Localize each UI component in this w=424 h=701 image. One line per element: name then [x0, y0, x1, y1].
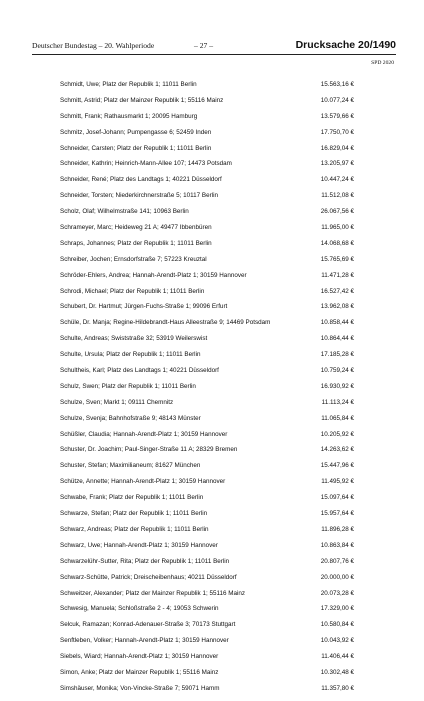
amount: 16.829,04 €: [320, 144, 354, 152]
list-item: [0, 224, 424, 240]
list-item: [0, 637, 424, 653]
amount: 10.447,24 €: [320, 176, 354, 184]
list-item: [0, 431, 424, 447]
recipient-name-address: Schwesig, Manuela; Schloßstraße 2 - 4; 19053 Schwerin: [60, 605, 219, 613]
recipient-name-address: Schuster, Stefan; Maximilianeum; 81627 München: [60, 462, 201, 470]
list-item: [0, 669, 424, 685]
page-number: – 27 –: [194, 41, 213, 50]
recipient-name-address: Schröder-Ehlers, Andrea; Hannah-Arendt-Platz 1; 30159 Hannover: [60, 271, 247, 279]
recipient-name-address: Selcuk, Ramazan; Konrad-Adenauer-Straße 3; 70173 Stuttgart: [60, 621, 236, 629]
amount: 17.329,00 €: [320, 605, 354, 613]
recipient-name-address: Schwarzelühr-Sutter, Rita; Platz der Republik 1; 11011 Berlin: [60, 557, 230, 565]
recipient-name-address: Schmidt, Uwe; Platz der Republik 1; 11011 Berlin: [60, 81, 197, 88]
list-item: [0, 510, 424, 526]
recipient-name-address: Schmitt, Astrid; Platz der Mainzer Republik 1; 55116 Mainz: [60, 96, 224, 104]
amount: 11.495,92 €: [321, 478, 354, 486]
recipient-name-address: Schulz, Swen; Platz der Republik 1; 11011 Berlin: [60, 382, 196, 390]
list-item: [0, 574, 424, 590]
list-item: [0, 319, 424, 335]
list-item: [0, 176, 424, 192]
recipient-name-address: Schüßler, Claudia; Hannah-Arendt-Platz 1; 30159 Hannover: [60, 430, 228, 438]
list-item: [0, 621, 424, 637]
recipient-name-address: Schneider, Carsten; Platz der Republik 1; 11011 Berlin: [60, 144, 212, 152]
list-item: [0, 494, 424, 510]
recipient-name-address: Schulte, Ursula; Platz der Republik 1; 11011 Berlin: [60, 351, 201, 359]
amount: 11.065,84 €: [321, 414, 354, 422]
amount: 13.579,66 €: [320, 112, 354, 120]
recipient-name-address: Schweitzer, Alexander; Platz der Mainzer Republik 1; 55116 Mainz: [60, 589, 246, 597]
amount: 14.068,68 €: [320, 239, 354, 247]
recipient-name-address: Schubert, Dr. Hartmut; Jürgen-Fuchs-Straße 1; 99096 Erfurt: [60, 303, 228, 311]
amount: 26.067,56 €: [320, 208, 354, 216]
amount: 11.113,24 €: [321, 398, 354, 406]
page-header: [32, 40, 396, 55]
recipient-name-address: Schwarz, Uwe; Hannah-Arendt-Platz 1; 30159 Hannover: [60, 541, 218, 549]
amount: 13.205,97 €: [320, 160, 354, 168]
list-item: [0, 542, 424, 558]
list-item: [0, 446, 424, 462]
amount: 15.563,16 €: [320, 81, 354, 88]
amount: 11.471,28 €: [321, 271, 354, 279]
list-item: [0, 113, 424, 129]
list-item: [0, 653, 424, 669]
amount: 15.097,64 €: [320, 494, 354, 502]
recipient-name-address: Schütze, Annette; Hannah-Arendt-Platz 1; 30159 Hannover: [60, 478, 226, 486]
recipient-name-address: Schwabe, Frank; Platz der Republik 1; 11011 Berlin: [60, 494, 204, 502]
list-item: [0, 192, 424, 208]
amount: 15.447,96 €: [320, 462, 354, 470]
recipient-name-address: Schneider, Torsten; Niederkirchnerstraße 5; 10117 Berlin: [60, 192, 218, 200]
recipient-name-address: Schmitz, Josef-Johann; Pumpengasse 6; 52459 Inden: [60, 128, 212, 136]
amount: 20.000,00 €: [320, 573, 354, 581]
amount: 13.962,08 €: [320, 303, 354, 311]
list-item: [0, 145, 424, 161]
list-item: [0, 335, 424, 351]
list-item: [0, 160, 424, 176]
amount: 16.527,42 €: [320, 287, 354, 295]
amount: 10.858,44 €: [320, 319, 354, 327]
amount: 10.759,24 €: [320, 367, 354, 375]
recipient-name-address: Schraps, Johannes; Platz der Republik 1; 11011 Berlin: [60, 239, 212, 247]
list-item: [0, 240, 424, 256]
amount: 11.965,00 €: [321, 224, 354, 232]
recipient-name-address: Schulze, Sven; Markt 1; 09111 Chemnitz: [60, 398, 174, 406]
amount: 10.077,24 €: [320, 96, 354, 104]
list-item: [0, 383, 424, 399]
list-item: [0, 462, 424, 478]
amount: 10.205,92 €: [320, 430, 354, 438]
list-item: [0, 303, 424, 319]
list-item: [0, 367, 424, 383]
recipient-name-address: Schrodi, Michael; Platz der Republik 1; 11011 Berlin: [60, 287, 205, 295]
recipient-name-address: Schuster, Dr. Joachim; Paul-Singer-Straße 11 A; 28329 Bremen: [60, 446, 238, 454]
amount: 10.043,92 €: [320, 637, 354, 645]
amount: 10.302,48 €: [320, 668, 354, 676]
amount: 10.864,44 €: [320, 335, 354, 343]
list-item: [0, 590, 424, 606]
list-item: [0, 415, 424, 431]
recipient-name-address: Schwarz, Andreas; Platz der Republik 1; 11011 Berlin: [60, 525, 209, 533]
recipient-name-address: Simon, Anke; Platz der Mainzer Republik 1; 55116 Mainz: [60, 668, 219, 676]
recipient-name-address: Schüle, Dr. Manja; Regine-Hildebrandt-Haus Alleestraße 9; 14469 Potsdam: [60, 319, 271, 327]
recipient-name-address: Schulze, Svenja; Bahnhofstraße 9; 48143 Münster: [60, 414, 201, 422]
header-left: Deutscher Bundestag – 20. Wahlperiode: [32, 41, 155, 50]
donation-list: [0, 81, 424, 701]
amount: 15.957,64 €: [320, 510, 354, 518]
list-item: [0, 256, 424, 272]
list-item: [0, 526, 424, 542]
recipient-name-address: Schultheis, Karl; Platz des Landtags 1; 40221 Düsseldorf: [60, 367, 219, 375]
amount: 20.807,76 €: [320, 557, 354, 565]
list-item: [0, 208, 424, 224]
recipient-name-address: Schneider, Kathrin; Heinrich-Mann-Allee 107; 14473 Potsdam: [60, 160, 232, 168]
amount: 11.406,44 €: [321, 653, 354, 661]
recipient-name-address: Schrameyer, Marc; Heideweg 21 A; 49477 Ibbenbüren: [60, 224, 212, 232]
recipient-name-address: Scholz, Olaf; Wilhelmstraße 141; 10963 Berlin: [60, 208, 189, 216]
amount: 17.750,70 €: [320, 128, 354, 136]
recipient-name-address: Schwarz-Schütte, Patrick; Dreischeibenhaus; 40211 Düsseldorf: [60, 573, 237, 581]
amount: 10.580,84 €: [320, 621, 354, 629]
amount: 11.357,80 €: [321, 684, 354, 692]
list-item: [0, 399, 424, 415]
recipient-name-address: Schreiber, Jochen; Ernsdorfstraße 7; 57223 Kreuztal: [60, 255, 207, 263]
recipient-name-address: Senftleben, Volker; Hannah-Arendt-Platz 1; 30159 Hannover: [60, 637, 229, 645]
list-item: [0, 129, 424, 145]
amount: 15.765,69 €: [320, 255, 354, 263]
amount: 20.073,28 €: [320, 589, 354, 597]
recipient-name-address: Simshäuser, Monika; Von-Vincke-Straße 7; 59071 Hamm: [60, 684, 220, 692]
list-item: [0, 288, 424, 304]
list-item: [0, 685, 424, 701]
recipient-name-address: Schneider, René; Platz des Landtags 1; 40221 Düsseldorf: [60, 176, 222, 184]
amount: 10.863,84 €: [320, 541, 354, 549]
recipient-name-address: Schwarze, Stefan; Platz der Republik 1; 11011 Berlin: [60, 510, 208, 518]
list-item: [0, 272, 424, 288]
list-item: [0, 351, 424, 367]
list-item: [0, 478, 424, 494]
recipient-name-address: Schulte, Andreas; Swiststraße 32; 53919 Weilerswist: [60, 335, 208, 343]
amount: 16.930,92 €: [320, 382, 354, 390]
amount: 11.896,28 €: [321, 525, 354, 533]
list-item: [0, 81, 424, 97]
amount: 17.185,28 €: [320, 351, 354, 359]
amount: 11.512,08 €: [321, 192, 354, 200]
document-number: Drucksache 20/1490: [295, 39, 396, 51]
party-label: SPD 2020: [371, 60, 394, 66]
recipient-name-address: Schmitt, Frank; Rathausmarkt 1; 20095 Hamburg: [60, 112, 198, 120]
recipient-name-address: Siebels, Wiard; Hannah-Arendt-Platz 1; 30159 Hannover: [60, 653, 219, 661]
list-item: [0, 97, 424, 113]
list-item: [0, 558, 424, 574]
list-item: [0, 605, 424, 621]
amount: 14.263,62 €: [320, 446, 354, 454]
